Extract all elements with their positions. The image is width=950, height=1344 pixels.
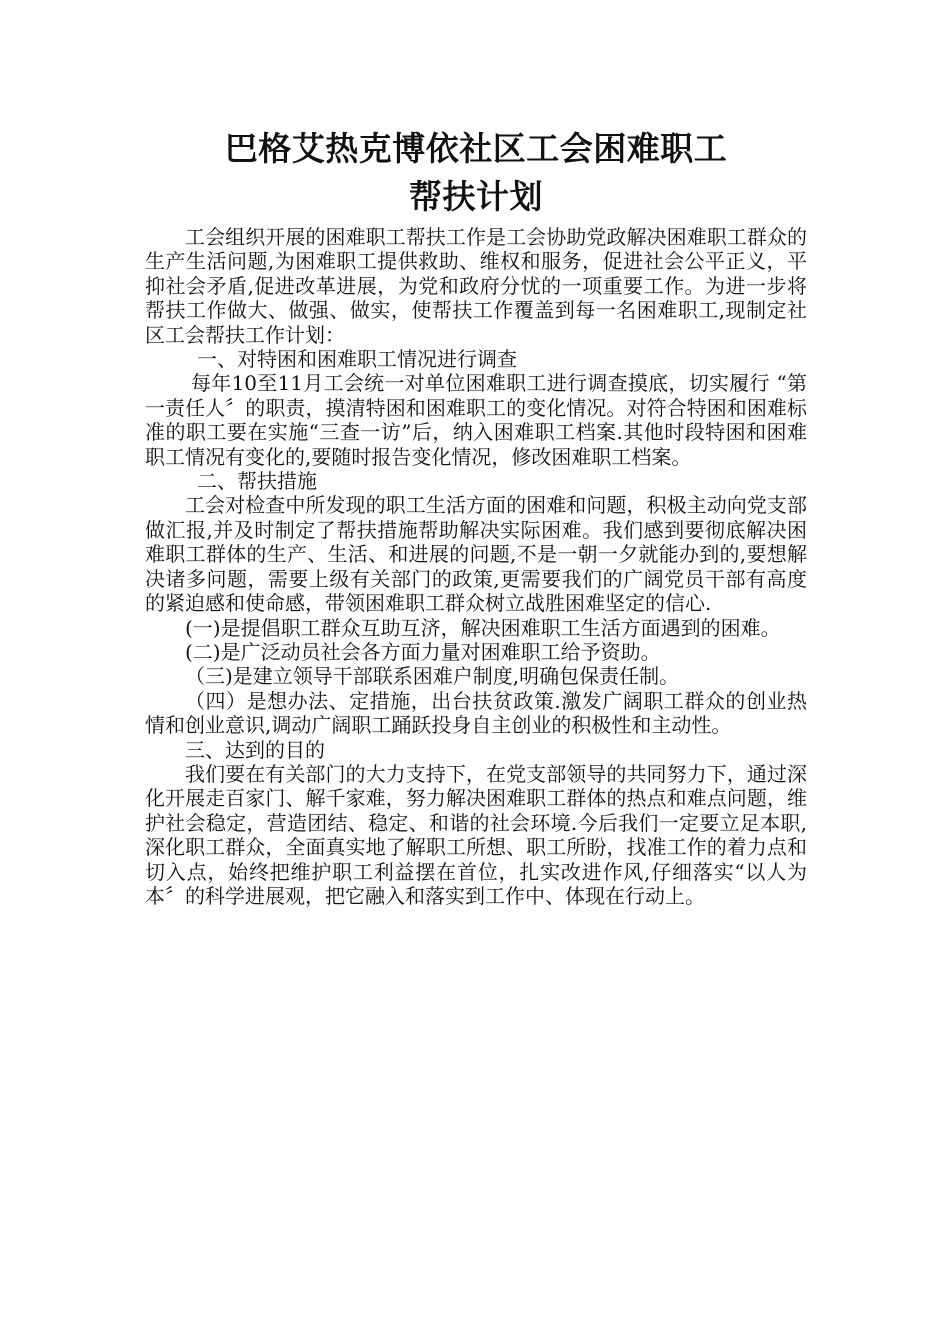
- document-page: [145, 125, 807, 908]
- measure-item-4: （四）是想办法、定措施，出台扶贫政策.激发广阔职工群众的创业热情和创业意识,调动广阔职工踊跃投身自主创业的积极性和主动性。: [145, 688, 807, 738]
- measures-paragraph: 工会对检查中所发现的职工生活方面的困难和问题，积极主动向党支部做汇报,并及时制定了帮扶措施帮助解决实际困难。我们感到要彻底解决困难职工群体的生产、生活、和进展的问题,不是一朝一夕就能办到的,要想解决诸多问题，需要上级有关部门的政策,更需要我们的广阔党员干部有高度的紧迫感和使命感，带领困难职工群众树立战胜困难坚定的信心.: [145, 493, 807, 616]
- measure-item-2: (二)是广泛动员社会各方面力量对困难职工给予资助。: [185, 639, 661, 664]
- measure-item-3: （三)是建立领导干部联系困难户制度,明确包保责任制。: [185, 664, 680, 689]
- document-title-line-1: 巴格艾热克博依社区工会困难职工: [224, 129, 728, 168]
- intro-paragraph: 工会组织开展的困难职工帮扶工作是工会协助党政解决困难职工群众的生产生活问题,为困难职工提供救助、维权和服务，促进社会公平正义，平抑社会矛盾,促进改革进展，为党和政府分忧的一项重要工作。为进一步将帮扶工作做大、做强、做实，使帮扶工作覆盖到每一名困难职工,现制定社区工会帮扶工作计划：: [145, 225, 807, 347]
- investigation-paragraph: 每年10至11月工会统一对单位困难职工进行调查摸底，切实履行 “第一责任人〞的职责，摸清特困和困难职工的变化情况。对符合特困和困难标准的职工要在实施“三查一访”后，纳入困难职工档案.其他时段特困和困难职工情况有变化的,要随时报告变化情况，修改困难职工档案。: [145, 371, 807, 469]
- section-heading-measures: 二、帮扶措施: [197, 469, 317, 494]
- section-heading-goals: 三、达到的目的: [185, 737, 325, 762]
- measure-item-1: (一)是提倡职工群众互助互济，解决困难职工生活方面遇到的困难。: [185, 615, 781, 640]
- document-body: [145, 225, 807, 908]
- section-heading-investigation: 一、对特困和困难职工情况进行调查: [197, 347, 517, 372]
- goals-paragraph: 我们要在有关部门的大力支持下，在党支部领导的共同努力下，通过深化开展走百家门、解千家难，努力解决困难职工群体的热点和难点问题，维护社会稳定，营造团结、稳定、和谐的社会环境.今后我们一定要立足本职,深化职工群众，全面真实地了解职工所想、职工所盼，找准工作的着力点和切入点，始终把维护职工利益摆在首位，扎实改进作风,仔细落实“以人为本〞的科学进展观，把它融入和落实到工作中、体现在行动上。: [145, 761, 807, 908]
- document-title-line-2: 帮扶计划: [409, 177, 543, 216]
